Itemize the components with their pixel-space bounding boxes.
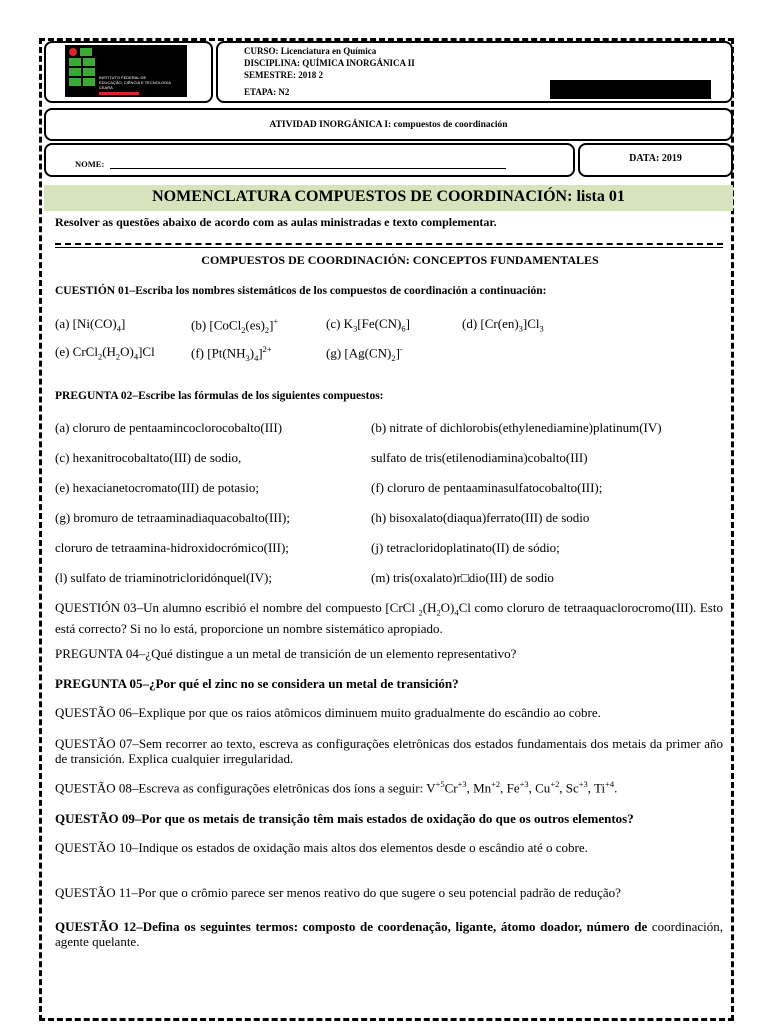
q02-item: (l) sulfato de triaminotricloridónquel(IV); bbox=[55, 570, 272, 585]
q02-item: (m) tris(oxalato)r□dio(III) de sodio bbox=[371, 570, 554, 585]
question-06 bbox=[55, 705, 601, 721]
question-02-label: PREGUNTA 02 bbox=[55, 390, 133, 402]
stage: ETAPA: N2 bbox=[244, 87, 290, 97]
q02-item: (b) nitrate of dichlorobis(ethylenediamine)platinum(IV) bbox=[371, 420, 662, 435]
name-input-line[interactable] bbox=[110, 168, 506, 169]
redacted-field bbox=[550, 80, 711, 99]
question-12-label: QUESTÃO 12 bbox=[55, 919, 137, 934]
question-12 bbox=[55, 919, 723, 949]
logo-text-line-1: INSTITUTO FEDERAL DE bbox=[99, 75, 147, 80]
name-box bbox=[44, 143, 575, 177]
q01-item-f: (f) $[Pt(NH_3)_4]^{2+}$ bbox=[191, 344, 272, 363]
q01-item-g: (g) $[Ag(CN)_2]^-$ bbox=[326, 344, 403, 363]
q02-item: (j) tetracloridoplatinato(II) de sódio; bbox=[371, 540, 560, 555]
q01-item-d: (d) $[Cr(en)_3]Cl_3$ bbox=[462, 316, 544, 334]
question-12-text-bold: –Defina os seguintes termos: composto de coordenação, ligante, átomo doador, número de bbox=[136, 919, 648, 934]
question-01-text: –Escriba los nombres sistemáticos de los compuestos de coordinación a continuación: bbox=[129, 285, 547, 297]
question-07-label: QUESTÃO 07 bbox=[55, 736, 133, 751]
question-03-label: QUESTIÓN 03 bbox=[55, 600, 137, 615]
q01-item-c: (c) $K_3[Fe(CN)_6]$ bbox=[326, 316, 410, 334]
question-05-label: PREGUNTA 05 bbox=[55, 676, 143, 691]
logo-text-line-2: EDUCAÇÃO, CIÊNCIA E TECNOLOGIA bbox=[99, 80, 171, 85]
question-11-label: QUESTÃO 11 bbox=[55, 885, 132, 900]
question-10 bbox=[55, 840, 588, 856]
q02-item: sulfato de tris(etilenodiamina)cobalto(III) bbox=[371, 450, 588, 465]
discipline: DISCIPLINA: QUÍMICA INORGÁNICA II bbox=[244, 58, 415, 68]
divider-solid bbox=[55, 247, 723, 248]
question-10-label: QUESTÃO 10 bbox=[55, 840, 132, 855]
question-05-text: –¿Por qué el zinc no se considera un metal de transición? bbox=[142, 676, 459, 691]
question-04 bbox=[55, 646, 516, 662]
q02-item: (f) cloruro de pentaaminasulfatocobalto(III); bbox=[371, 480, 603, 495]
question-02 bbox=[55, 390, 384, 402]
question-06-label: QUESTÃO 06 bbox=[55, 705, 132, 720]
question-08-label: QUESTÃO 08 bbox=[55, 780, 132, 796]
q02-item: cloruro de tetraamina-hidroxidocrómico(III); bbox=[55, 540, 289, 555]
q01-item-a: (a) $[Ni(CO)_4]$ bbox=[55, 316, 126, 334]
question-07 bbox=[55, 736, 723, 766]
activity-title: ATIVIDAD INORGÁNICA I: compuestos de coordinación bbox=[269, 120, 508, 130]
question-12-text-rest: coordinación, agente quelante. bbox=[55, 919, 723, 949]
question-08: QUESTÃO 08–Escreva as configurações eletrônicas dos íons a seguir: $V^{+5}Cr^{+3}$, $Mn^{+2}$, $Fe^{+3}$, $Cu^{+2}$, $Sc^{+3}$, $Ti^{+4}$. bbox=[55, 779, 618, 796]
question-01-label: CUESTIÓN 01 bbox=[55, 285, 130, 297]
question-10-text: –Indique os estados de oxidação mais altos dos elementos desde o escândio até o cobre. bbox=[131, 840, 588, 855]
question-11-text: –Por que o crômio parece ser menos reativo do que sugere o seu potencial padrão de redução? bbox=[131, 885, 621, 900]
q02-item: (c) hexanitrocobaltato(III) de sodio, bbox=[55, 450, 242, 465]
question-09-text: –Por que os metais de transição têm mais estados de oxidação do que os outros elementos? bbox=[134, 811, 634, 826]
divider-dashed bbox=[55, 243, 723, 245]
date-label: DATA: 2019 bbox=[629, 153, 682, 164]
question-07-text: –Sem recorrer ao texto, escreva as configurações eletrônicas dos estados fundamentais dos metais da primer año de transición. Explica cualquier irregularidad. bbox=[55, 736, 723, 766]
question-09 bbox=[55, 811, 634, 827]
question-09-label: QUESTÃO 09 bbox=[55, 811, 135, 826]
question-04-label: PREGUNTA 04 bbox=[55, 646, 139, 661]
semester: SEMESTRE: 2018 2 bbox=[244, 70, 324, 80]
logo-text-line-3: CEARÁ bbox=[99, 85, 113, 90]
section-heading: COMPUESTOS DE COORDINACIÓN: CONCEPTOS FUNDAMENTALES bbox=[201, 253, 599, 267]
question-04-text: –¿Qué distingue a un metal de transición de un elemento representativo? bbox=[138, 646, 517, 661]
question-11 bbox=[55, 885, 621, 901]
question-03: QUESTIÓN 03–Un alumno escribió el nombre del compuesto [CrCl $_2(H_2O)_4Cl$ como cloruro de tetraaquaclorocromo(III). Esto está correcto? Si no lo está, proporcione un nombre sistemático apropiado. bbox=[55, 600, 723, 636]
question-01 bbox=[55, 285, 546, 297]
question-06-text: –Explique por que os raios atômicos diminuem muito gradualmente do escândio ao cobre. bbox=[131, 705, 601, 720]
course: CURSO: Licenciatura en Química bbox=[244, 46, 377, 56]
q02-item: (e) hexacianetocromato(III) de potasio; bbox=[55, 480, 259, 495]
name-label: NOME: bbox=[75, 159, 105, 169]
question-05 bbox=[55, 676, 459, 692]
q01-item-b: (b) $[CoCl_2(es)_2]^+$ bbox=[191, 316, 279, 335]
instructions: Resolver as questões abaixo de acordo com as aulas ministradas e texto complementar. bbox=[55, 215, 497, 229]
q02-item: (g) bromuro de tetraaminadiaquacobalto(III); bbox=[55, 510, 290, 525]
institution-logo bbox=[65, 45, 187, 97]
question-03-text-a: –Un alumno escribió el nombre del compuesto [CrCl bbox=[136, 600, 419, 615]
q02-item: (h) bisoxalato(diaqua)ferrato(III) de sodio bbox=[371, 510, 590, 525]
page-title: NOMENCLATURA COMPUESTOS DE COORDINACIÓN: lista 01 bbox=[152, 188, 625, 205]
q01-item-e: (e) $CrCl_2(H_2O)_4]Cl$ bbox=[55, 344, 155, 362]
q02-item: (a) cloruro de pentaamincoclorocobalto(III) bbox=[55, 420, 283, 435]
question-03-text-b: como cloruro de tetraaquaclorocromo(III). Esto está correcto? Si no lo está, proporcione un nombre sistemático apropiado. bbox=[55, 600, 723, 636]
question-02-text: –Escribe las fórmulas de los siguientes compuestos: bbox=[132, 390, 384, 402]
